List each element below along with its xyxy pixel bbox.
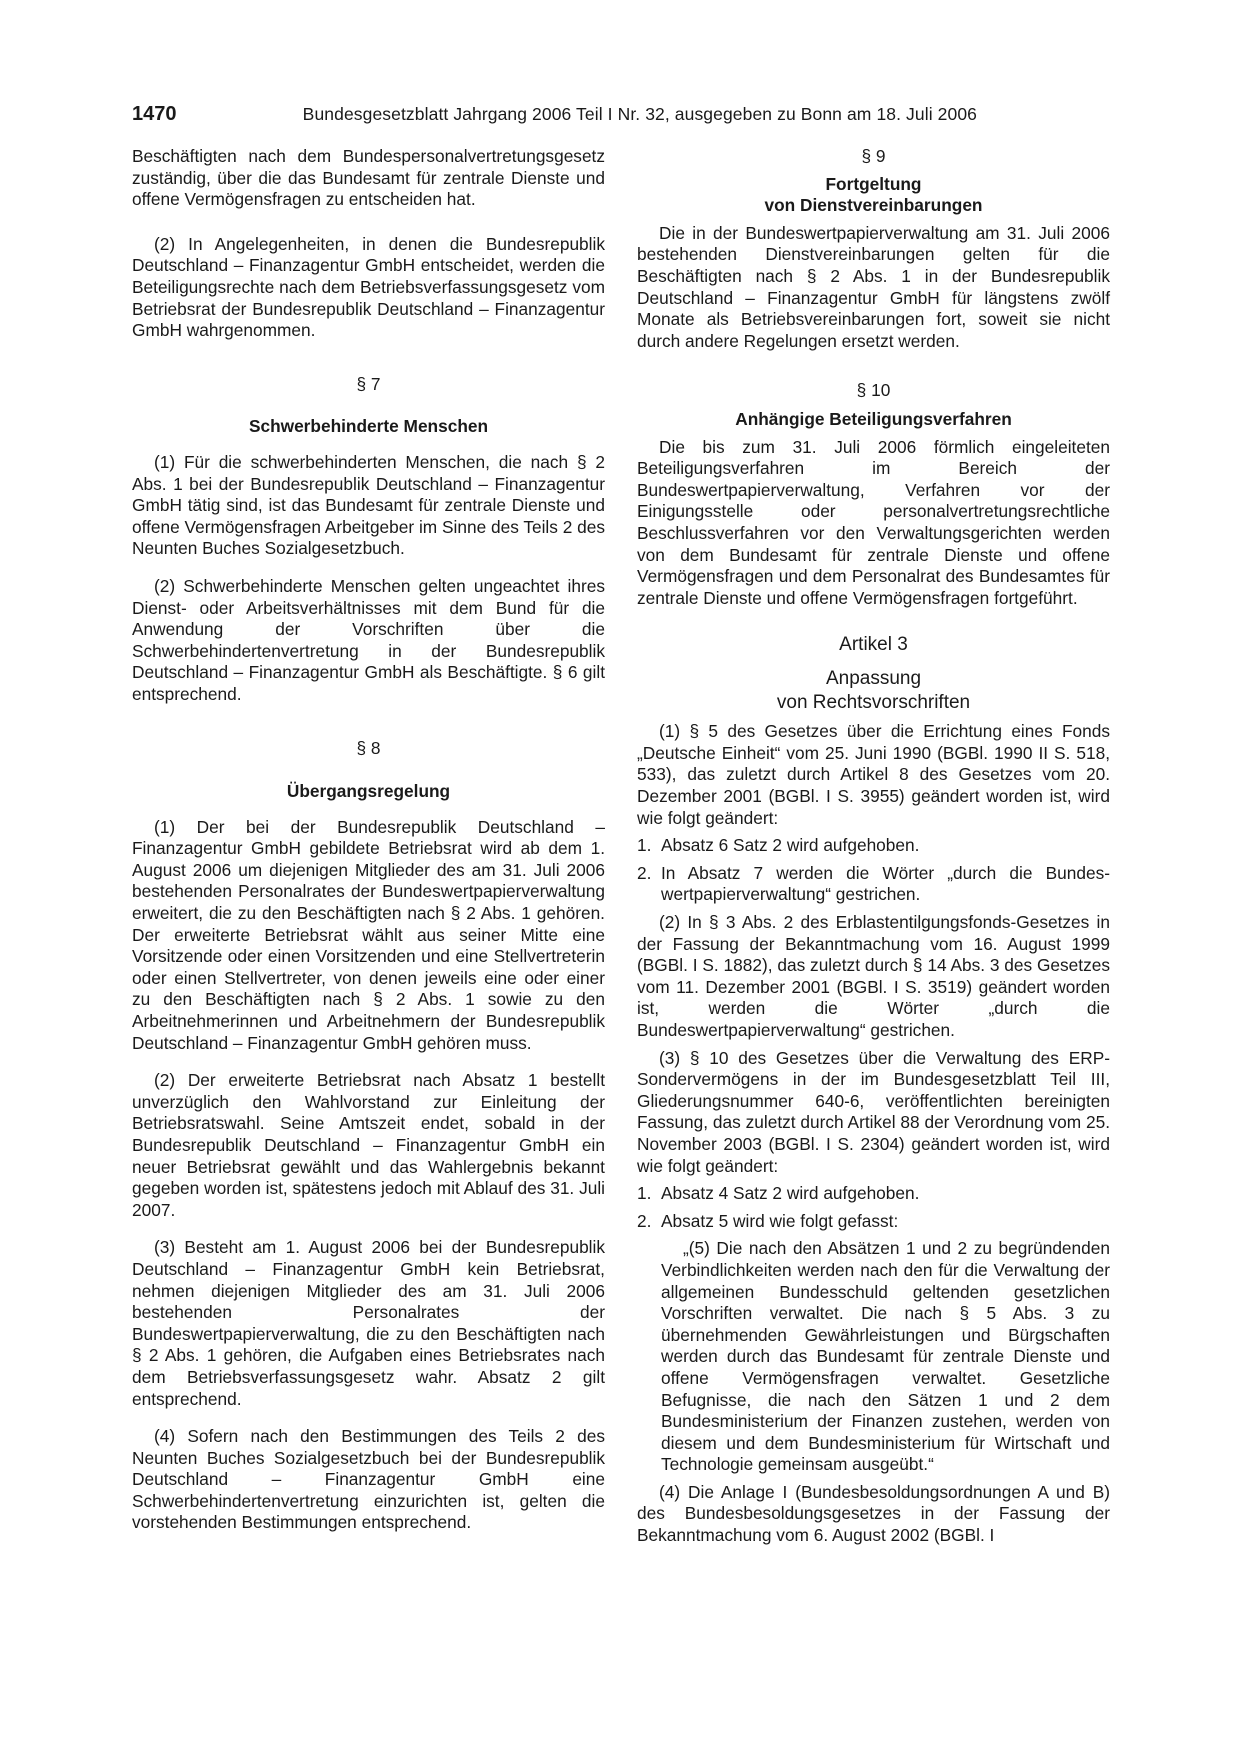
list-item-text: Absatz 4 Satz 2 wird aufgehoben.: [661, 1183, 920, 1204]
section-7-title: Schwerbehinderte Menschen: [248, 416, 489, 437]
list-item: [637, 1211, 1110, 1233]
section-9-number: § 9: [861, 146, 886, 166]
continued-paragraph: Beschäftigten nach dem Bundespersonalvertretungsgesetz zuständig, über die das Bundesamt für zentrale Dienste und offene Vermögensfragen zu entscheiden hat.: [132, 146, 605, 210]
section-10-title: Anhängige Beteiligungsverfahren: [735, 408, 1012, 429]
list-item-text: Absatz 6 Satz 2 wird aufgehoben.: [661, 835, 920, 856]
left-column: [132, 146, 605, 1534]
running-head: Bundesgesetzblatt Jahrgang 2006 Teil I Nr. 32, ausgegeben zu Bonn am 18. Juli 2006: [302, 104, 977, 124]
section-9-title-line-2: von Dienstvereinbarungen: [764, 195, 983, 216]
section-8-paragraph-3: (3) Besteht am 1. August 2006 bei der Bundesrepublik Deutschland – Finanzagentur GmbH kein Betriebsrat, nehmen diejenigen Mitglieder des am 31. Juli 2006 bestehenden Personalrates der Bundeswertpapierverwaltung, die zu den Beschäftigten nach § 2 Abs. 1 gehören, die Aufgaben eines Betriebsrates nach dem Betriebsverfassungsgesetz wahr. Absatz 2 gilt entsprechend.: [132, 1237, 605, 1409]
section-7-paragraph-1: (1) Für die schwerbehinderten Menschen, die nach § 2 Abs. 1 bei der Bundesrepublik Deutschland – Finanzagentur GmbH tätig sind, ist das Bundesamt für zentrale Dienste und offene Vermögensfragen Arbeitgeber im Sinne des Teils 2 des Neunten Buches Sozialgesetzbuch.: [132, 451, 605, 559]
article-3-subtitle-line-2: von Rechtsvorschriften: [776, 692, 971, 714]
right-column: [637, 146, 1110, 1547]
section-9-paragraph: Die in der Bundeswertpapierverwaltung am 31. Juli 2006 bestehenden Dienstvereinbarungen gelten für die Beschäftigten nach § 2 Abs. 1 in der Bundesrepublik Deutschland – Finanzagentur GmbH für längstens zwölf Monate als Betriebsvereinbarungen fort, soweit sie nicht durch andere Regelungen ersetzt werden.: [637, 222, 1110, 351]
section-7-paragraph-2: (2) Schwerbehinderte Menschen gelten ungeachtet ihres Dienst- oder Arbeitsverhältnisses mit dem Bund für die Anwendung der Vorschriften über die Schwerbehindertenvertretung in der Bundesrepublik Deutschland – Finanzagentur GmbH als Beschäftigte. § 6 gilt entsprechend.: [132, 575, 605, 704]
section-8-paragraph-2: (2) Der erweiterte Betriebsrat nach Absatz 1 bestellt unverzüglich den Wahlvorstand zur Einleitung der Betriebsratswahl. Seine Amtszeit endet, sobald in der Bundesrepublik Deutschland – Finanzagentur GmbH ein neuer Betriebsrat gewählt und das Wahlergebnis bekannt gegeben worden ist, spätestens jedoch mit Ablauf des 31. Juli 2007.: [132, 1070, 605, 1220]
section-10-number: § 10: [856, 380, 891, 401]
list-item: [637, 863, 1110, 906]
page-header: [132, 101, 977, 127]
article-3-paragraph-2: (2) In § 3 Abs. 2 des Erblastentilgungsfonds-Gesetzes in der Fassung der Bekanntmachung vom 16. August 1999 (BGBl. I S. 1882), das zuletzt durch § 14 Abs. 3 des Gesetzes vom 11. Dezember 2001 (BGBl. I S. 3519) geändert worden ist, werden die Wörter „durch die Bundeswertpapierverwaltung“ gestrichen.: [637, 912, 1110, 1040]
section-8-paragraph-1: (1) Der bei der Bundesrepublik Deutschland – Finanzagentur GmbH gebildete Betriebsrat wird ab dem 1. August 2006 um diejenigen Mitglieder des am 31. Juli 2006 bestehenden Personalrates der Bundeswertpapierverwaltung erweitert, die zu den Beschäftigten nach § 2 Abs. 1 gehören. Der erweiterte Betriebsrat wählt aus seiner Mitte eine Vorsitzende oder einen Vorsitzenden und eine Stellvertreterin oder einen Stellvertreter, von denen jeweils eine oder einer zu den Beschäftigten nach § 2 Abs. 1 sowie zu den Arbeitnehmerinnen und Arbeitnehmern der Bundesrepublik Deutschland – Finanzagentur GmbH gehören muss.: [132, 816, 605, 1053]
article-3-subtitle-line-1: Anpassung: [825, 668, 922, 690]
section-7-number: § 7: [356, 373, 381, 394]
article-3-paragraph-1: (1) § 5 des Gesetzes über die Errichtung eines Fonds „Deutsche Einheit“ vom 25. Juni 1990 (BGBl. 1990 II S. 518, 533), das zuletzt durch Artikel 8 des Gesetzes vom 20. Dezember 2001 (BGBl. I S. 3955) geändert worden ist, wird wie folgt geändert:: [637, 721, 1110, 828]
paragraph-abs2: (2) In Angelegenheiten, in denen die Bundesrepublik Deutschland – Finanzagentur GmbH entscheidet, werden die Beteiligungsrechte nach dem Betriebsverfassungsgesetz vom Betriebsrat der Bundesrepublik Deutschland – Finanzagentur GmbH wahrgenommen.: [132, 233, 605, 341]
section-8-title: Übergangsregelung: [286, 781, 451, 802]
quoted-amendment: „(5) Die nach den Absätzen 1 und 2 zu begründenden Verbindlichkeiten werden nach den für die Verwaltung der allgemeinen Bundesschuld geltenden gesetzlichen Vorschriften verwaltet. Die nach § 5 Abs. 3 zu übernehmenden Gewährleistungen und Bürgschaften werden durch das Bundesamt für zentrale Dienste und offene Vermögensfragen verwaltet. Gesetzliche Befugnisse, die nach den Sätzen 1 und 2 dem Bundesministerium der Finanzen zustehen, werden von diesem und dem Bundesministerium für Wirtschaft und Technologie gemeinsam ausgeübt.“: [661, 1238, 1110, 1475]
list-item-number: 2.: [637, 862, 652, 883]
section-8-number: § 8: [356, 738, 381, 759]
list-item: [637, 835, 1110, 857]
section-9-title-line-1: Fortgeltung: [825, 173, 922, 194]
list-item-text: In Absatz 7 werden die Wörter „durch die Bundeswertpapierverwaltung“ gestrichen.: [661, 862, 1110, 905]
article-3-paragraph-3: (3) § 10 des Gesetzes über die Verwaltung des ERP-Sondervermögens in der im Bundesgesetzblatt Teil III, Gliederungsnummer 640-6, veröffentlichten bereinigten Fassung, das zuletzt durch Artikel 88 der Verordnung vom 25. November 2003 (BGBl. I S. 2304) geändert worden ist, wird wie folgt geändert:: [637, 1047, 1110, 1176]
article-3-title: Artikel 3: [839, 634, 908, 656]
list-item: [637, 1183, 1110, 1205]
list-item-number: 1.: [637, 835, 652, 856]
list-item-number: 1.: [637, 1183, 652, 1204]
list-item-number: 2.: [637, 1210, 652, 1231]
page-number: 1470: [132, 103, 177, 125]
list-item-text: Absatz 5 wird wie folgt gefasst:: [661, 1210, 899, 1231]
section-8-paragraph-4: (4) Sofern nach den Bestimmungen des Teils 2 des Neunten Buches Sozialgesetzbuch bei der Bundesrepublik Deutschland – Finanzagentur GmbH eine Schwerbehindertenvertretung einzurichten ist, gelten die vorstehenden Bestimmungen entsprechend.: [132, 1426, 605, 1533]
article-3-paragraph-4: (4) Die Anlage I (Bundesbesoldungsordnungen A und B) des Bundesbesoldungsgesetzes in der Fassung der Bekanntmachung vom 6. August 2002 (BGBl. I: [637, 1481, 1110, 1546]
section-10-paragraph: Die bis zum 31. Juli 2006 förmlich eingeleiteten Beteiligungsverfahren im Bereich der Bundeswertpapierverwaltung, Verfahren vor der Einigungsstelle oder personalvertretungsrechtliche Beschlussverfahren vor den Verwaltungsgerichten werden von dem Bundesamt für zentrale Dienste und offene Vermögensfragen und dem Personalrat des Bundesamtes für zentrale Dienste und offene Vermögensfragen fortgeführt.: [637, 436, 1110, 608]
